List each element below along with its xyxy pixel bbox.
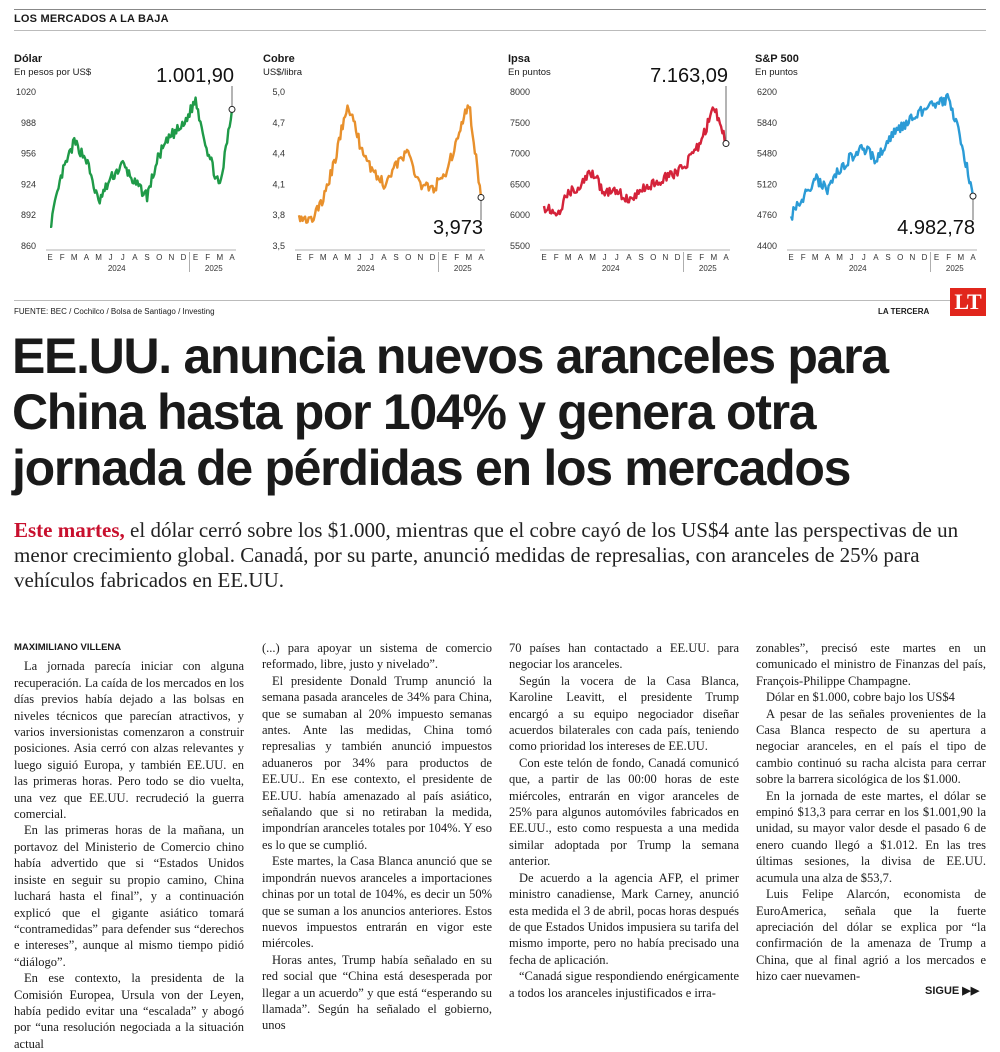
lead-text: el dólar cerró sobre los $1.000, mientras que el cobre cayó de los US$4 ante las perspectivas de un menor crecimiento global. Canadá, por su parte, anunció medidas de represalias, con aranceles de 25% para vehículos fabricados en EE.UU. [14,518,959,592]
y-tick-label: 956 [20,148,36,159]
x-tick-label: F [205,253,211,262]
y-tick-label: 5840 [756,117,777,128]
charts-bottom-rule [14,300,986,301]
article-column-2 [262,640,492,1034]
headline-line: China hasta por 104% y genera otra [12,384,816,440]
x-tick-label: O [156,253,163,262]
x-tick-label: E [933,253,940,262]
y-tick-label: 5,0 [272,87,285,97]
paragraph: Horas antes, Trump había señalado en su red social que “China está desesperada por llegar a un acuerdo” y que está “esperando su llamada”. Según ha señalado el gobierno, unos [262,952,492,1033]
x-tick-label: E [441,253,448,262]
x-tick-label: A [229,253,235,262]
paragraph: zonables”, precisó este martes en un comunicado el ministro de Finanzas del país, François-Philippe Champagne. [756,641,986,688]
x-tick-label: E [686,253,693,262]
x-tick-label: S [393,253,399,262]
x-tick-label: A [577,253,584,262]
x-tick-label: E [192,253,199,262]
y-tick-label: 4,7 [272,117,285,128]
y-tick-label: 4,1 [272,179,285,190]
x-tick-label: A [873,253,879,262]
x-tick-label: J [120,253,125,262]
paragraph: En las primeras horas de la mañana, un portavoz del Ministerio de Comercio chino había advertido que si “Estados Unidos insiste en seguir su propio camino, China luchará hasta el final”, y a continuación explicó que el gigante asiático tomará “contramedidas” para defender sus “derechos e intereses”, aunque al mismo tiempo pidió “diálogo”. [14,823,244,969]
chart-unit: US$/libra [263,67,303,78]
x-tick-label: M [216,253,224,262]
y-tick-label: 6500 [509,179,530,190]
chart-cobre [263,50,491,282]
chart-ipsa [508,50,736,282]
last-point-marker [970,193,976,199]
x-tick-label: S [638,253,644,262]
y-tick-label: 3,8 [272,210,285,221]
x-tick-label: E [47,253,53,262]
paragraph: “Canadá sigue respondiendo enérgicamente a todos los aranceles injustificados e irra- [509,969,739,1000]
series-line [299,105,481,222]
subheading: Dólar en $1.000, cobre bajo los US$4 [766,690,955,705]
y-tick-label: 3,5 [272,241,285,251]
source-note: FUENTE: BEC / Cochilco / Bolsa de Santiago / Investing [14,307,215,316]
last-point-marker [723,141,729,147]
x-tick-label: J [849,253,854,262]
x-year-label: 2025 [204,264,223,273]
x-tick-label: A [381,253,387,262]
x-year-label: 2025 [698,264,717,273]
x-tick-label: F [699,253,705,262]
x-year-label: 2025 [945,264,964,273]
x-tick-label: E [788,253,794,262]
continue-link[interactable]: SIGUE ▶▶ [925,985,980,997]
y-tick-label: 1020 [15,87,36,97]
y-tick-label: 892 [20,210,36,221]
x-tick-label: D [429,253,436,262]
chart-unit: En puntos [755,67,798,78]
chart-sp500 [755,50,983,282]
y-tick-label: 7000 [509,148,530,159]
x-tick-label: O [405,253,412,262]
headline-line: EE.UU. anuncia nuevos aranceles para [12,328,888,384]
brand-logo: LT [950,288,986,316]
last-value-label: 4.982,78 [897,217,975,239]
paragraph: Según la vocera de la Casa Blanca, Karoline Leavitt, el presidente Trump encargó a su equipo negociador diseñar acuerdos bilaterales con cada país, teniendo como prioridad los intereses de EE.UU. [509,673,739,754]
x-tick-label: O [897,253,904,262]
x-tick-label: A [332,253,339,262]
x-tick-label: D [180,253,187,262]
x-tick-label: M [344,253,351,262]
series-line [791,94,973,220]
x-tick-label: N [909,253,916,262]
y-tick-label: 8000 [509,87,530,97]
x-tick-label: J [369,253,374,262]
paragraph: En la jornada de este martes, el dólar se empinó $13,3 para cerrar en los $1.001,90 la unidad, su mayor valor desde el pasado 6 de enero cuando llegó a $1.012. En las tres últimas sesiones, la divisa de EE.UU. acumula una alza de $53,7. [756,788,986,885]
section-title: LOS MERCADOS A LA BAJA [14,13,169,25]
article-column-1 [14,640,244,1052]
x-tick-label: A [723,253,729,262]
paragraph: Luis Felipe Alarcón, economista de EuroAmerica, señala que la fuerte apreciación del dólar se explica por “la confirmación de la amenaza de Trump a China, que al final agrió a los mercados e hizo caer nuevamen- [756,887,986,984]
y-tick-label: 924 [20,179,36,190]
x-tick-label: S [885,253,891,262]
x-tick-label: S [144,253,150,262]
x-tick-label: M [710,253,718,262]
y-tick-label: 6200 [756,87,777,97]
x-tick-label: E [541,253,547,262]
x-tick-label: E [296,253,302,262]
chart-unit: En pesos por US$ [14,67,92,78]
x-year-label: 2024 [356,264,375,273]
article-column-4 [756,640,986,985]
chart-title: S&P 500 [755,53,799,65]
x-tick-label: N [662,253,669,262]
x-tick-label: M [465,253,473,262]
section-rule [14,30,986,31]
x-tick-label: J [602,253,607,262]
x-tick-label: M [836,253,843,262]
x-tick-label: A [132,253,138,262]
chart-svg [508,50,736,282]
chart-dolar [14,50,242,282]
y-tick-label: 7500 [509,117,530,128]
x-tick-label: A [626,253,632,262]
x-tick-label: M [319,253,327,262]
y-tick-label: 988 [20,117,36,128]
x-tick-label: F [454,253,460,262]
x-tick-label: A [824,253,831,262]
brand-name: LA TERCERA [878,307,930,316]
y-tick-label: 5500 [509,241,530,251]
chart-svg [263,50,491,282]
x-tick-label: F [946,253,952,262]
x-tick-label: N [417,253,424,262]
y-tick-label: 6000 [509,210,530,221]
chart-unit: En puntos [508,67,551,78]
x-tick-label: J [614,253,619,262]
y-tick-label: 5120 [756,179,777,190]
x-tick-label: M [811,253,819,262]
chart-svg [14,50,242,282]
x-tick-label: M [70,253,78,262]
x-tick-label: F [308,253,314,262]
x-tick-label: D [674,253,681,262]
paragraph: En ese contexto, la presidenta de la Comisión Europea, Ursula von der Leyen, había pedido evitar una “escalada” y abogó por “una resolución negociada a la situación actual [14,971,244,1051]
paragraph: 70 países han contactado a EE.UU. para negociar los aranceles. [509,641,739,672]
x-tick-label: D [921,253,928,262]
paragraph: El presidente Donald Trump anunció la semana pasada aranceles de 34% para China, que se sumaban al 20% impuesto semanas antes. Ante las medidas, China tomó represalias y también anunció impuestos aduaneros por 34% para productos de EE.UU.. En ese contexto, el presidente de EE.UU. había amenazado al país asiático, señalando que si no retiraban la medida, impondrían aranceles totales por 104%. Y eso es lo que se cumplió. [262,673,492,852]
x-tick-label: O [650,253,657,262]
article-column-3 [509,640,739,1001]
x-tick-label: F [553,253,559,262]
x-tick-label: M [564,253,572,262]
paragraph: (...) para apoyar un sistema de comercio reformado, libre, justo y nivelado”. [262,641,492,672]
x-year-label: 2025 [453,264,472,273]
last-value-label: 3,973 [432,217,483,239]
paragraph: Con este telón de fondo, Canadá comunicó que, a partir de las 00:00 horas de este miércoles, entrarán en vigor aranceles de 25% para algunos automóviles fabricados en EE.UU., esto como respuesta a una medida similar adoptada por Trump la semana anterior. [509,755,739,869]
x-year-label: 2024 [848,264,867,273]
y-tick-label: 5480 [756,148,777,159]
series-line [50,98,232,227]
x-tick-label: M [95,253,102,262]
lead-paragraph [14,518,989,593]
paragraph: La jornada parecía iniciar con alguna recuperación. La caída de los mercados en los días previos había dejado a las bolsas en niveles técnicos que parecían atractivos, y varios inversionistas comenzaron a construir posiciones. Asia cerró con alzas relevantes y luego siguió Europa, y también EE.UU. en las primeras horas. Pero todo se dio vuelta, una vez que EE.UU. recrudeció la guerra comercial. [14,659,244,822]
paragraph: Este martes, la Casa Blanca anunció que se impondrán nuevos aranceles a importaciones chinas por un total de 104%, es decir un 50% que se suman a los anuncios anteriores. Estos nuevos impuestos entrarán en vigor este miércoles. [262,854,492,951]
x-tick-label: N [168,253,175,262]
x-tick-label: J [108,253,113,262]
x-tick-label: A [970,253,976,262]
last-value-label: 7.163,09 [650,65,728,87]
x-tick-label: J [357,253,362,262]
y-tick-label: 860 [20,241,36,251]
paragraph: De acuerdo a la agencia AFP, el primer ministro canadiense, Mark Carney, anunció esta medida el 3 de abril, pocas horas después de que Estados Unidos impusiera su tarifa del mismo importe, pero no había precisado una fecha de aplicación. [509,870,739,967]
headline-line: jornada de pérdidas en los mercados [12,440,851,496]
y-tick-label: 4400 [756,241,777,251]
last-point-marker [229,106,235,112]
last-point-marker [478,194,484,200]
byline: MAXIMILIANO VILLENA [14,642,122,653]
x-tick-label: M [589,253,596,262]
chart-title: Dólar [14,53,43,65]
x-year-label: 2024 [601,264,620,273]
series-line [544,108,726,216]
x-year-label: 2024 [107,264,126,273]
paragraph: A pesar de las señales provenientes de la Casa Blanca respecto de su apertura a negociar aranceles, en el país el tipo de cambio continuó su racha alcista para cerrar sobre la barrera sicológica de los $1.000. [756,706,986,787]
x-tick-label: F [59,253,65,262]
x-tick-label: J [861,253,866,262]
x-tick-label: A [83,253,90,262]
y-tick-label: 4760 [756,210,777,221]
x-tick-label: M [957,253,965,262]
y-tick-label: 4,4 [272,148,285,159]
chart-title: Ipsa [508,53,531,65]
x-tick-label: A [478,253,484,262]
lead-kicker: Este martes, [14,518,125,542]
headline [12,328,987,496]
x-tick-label: F [800,253,806,262]
last-value-label: 1.001,90 [156,65,234,87]
chart-svg [755,50,983,282]
chart-title: Cobre [263,53,295,65]
top-rule [14,9,986,10]
